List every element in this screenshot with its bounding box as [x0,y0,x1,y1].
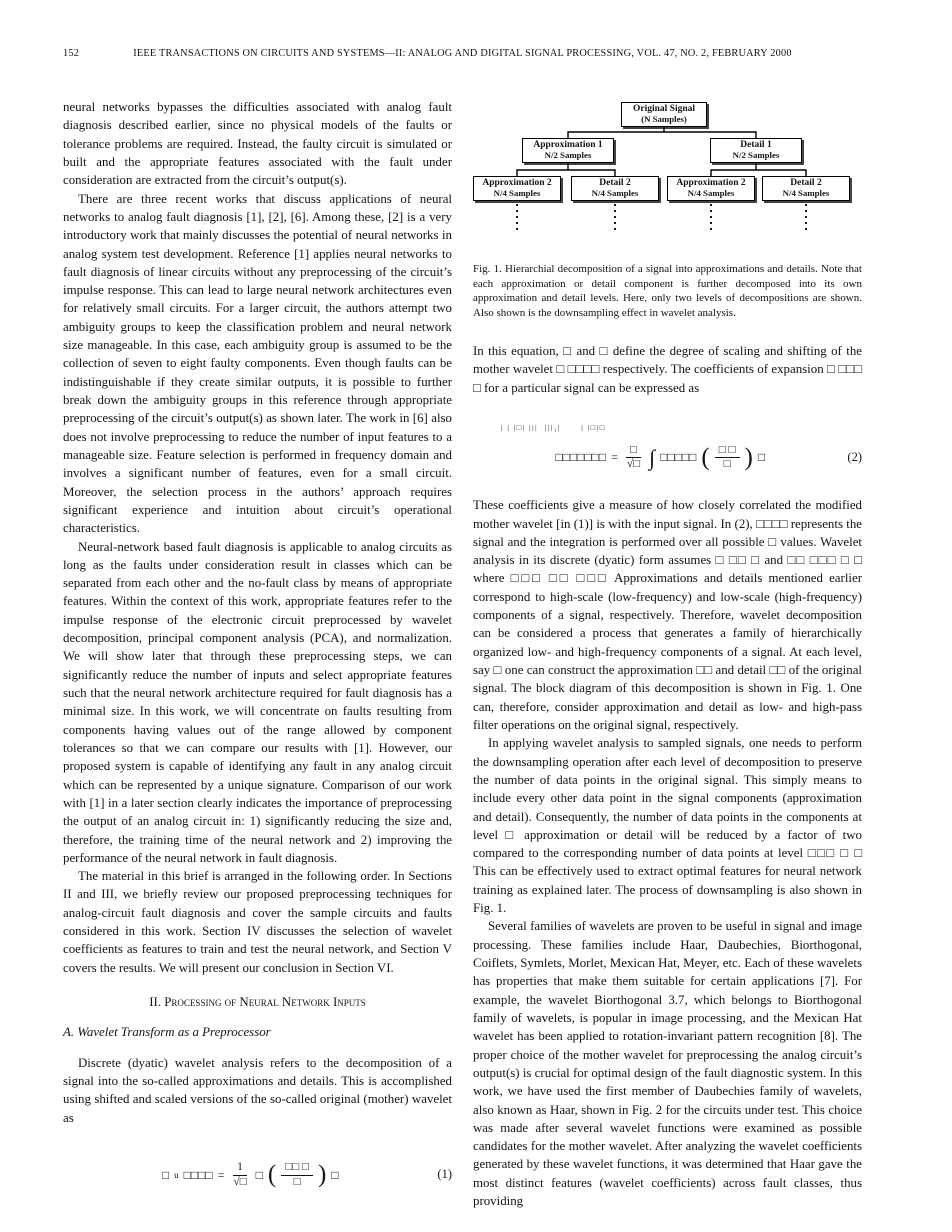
figure-1-caption: Fig. 1. Hierarchial decomposition of a signal into approximations and details. Note that each approximation or detail component is further decomposed into its own approximation and detail levels. Here, only two levels of decompositions are shown. Also shown is the downsampling effect in wavelet analysis. [473,263,862,319]
equation-2 [473,444,862,473]
eq2-scale-fraction-denominator: √□ [626,458,641,471]
figure-box-original-signal [621,102,707,127]
equation-1-number: (1) [437,1167,452,1182]
figure-box-subtitle: N/2 Samples [544,149,592,160]
eq2-scale-fraction [623,444,644,473]
paragraph-downsampling: In applying wavelet analysis to sampled signals, one needs to perform the downsampling operation after each level of decomposition to preserve the number of data points in the original signal. This simply means to include every other data point in the signal components (approximation and detail). Consequently, the number of data points in the components at level □ approximation or detail will be reduced by a factor of two compared to the corresponding number of data points at level □□□ □ □ This can be effectively used to extract optimal features for neural network training as explained later. The process of downsampling is also shown in Fig. 1. [473,736,862,916]
figure-box-title: Approximation 2 [482,178,552,188]
figure-box-approximation-2-right [667,176,755,201]
figure-box-detail-2-left [571,176,659,201]
eq1-scale-fraction-numerator: 1 [233,1161,247,1176]
figure-box-title: Approximation 1 [533,140,603,150]
right-column [473,98,862,1210]
figure-box-subtitle: N/2 Samples [732,149,780,160]
eq1-argument-fraction-numerator: □□ □ [281,1161,313,1176]
figure-box-subtitle: N/4 Samples [687,187,735,198]
eq1-lhs-base: □ [161,1167,170,1182]
eq2-lhs: □□□□□□□ [555,450,607,465]
figure-box-title: Detail 1 [740,140,772,150]
eq2-argument-fraction-numerator: □ □ [715,444,740,459]
eq2-close-paren: ) [744,443,753,471]
figure-box-approximation-2-left [473,176,561,201]
eq2-signal-term: □□□□□ [660,450,697,465]
eq2-argument-fraction-denominator: □ [723,458,731,471]
eq2-open-paren: ( [701,443,710,471]
page-number: 152 [63,48,80,59]
section-heading: II. Processing of Neural Network Inputs [149,995,366,1009]
content-columns [63,98,862,1210]
paragraph-coefficients: These coefficients give a measure of how closely correlated the modified mother wavelet [in (1)] is with the input signal. In (2), □□□□ represents the signal and the integration is performed over all possible □ values. Wavelet analysis in its discrete (dyatic) form assumes □ □□ □ and □□ □□□ □ □ where □□□ □□ □□□ Approximations and details mentioned earlier correspond to high-scale (low-frequency) and low-scale (high-frequency) components of a signal, respectively. Therefore, wavelet decomposition can be considered a process that generates a family of hierarchically organized low- and high-frequency components of a signal. At each level, say □ one can construct the approximation □□ and detail □□ of the original signal. The block diagram of this decomposition is shown in Fig. 1. One can, therefore, consider approximation and detail as low- and high-pass filter operations on the original signal, respectively. [473,498,862,732]
figure-box-subtitle: N/4 Samples [493,187,541,198]
eq2-integral-sign: ∫ [649,445,656,471]
left-column [63,98,452,1189]
paragraph-related-works: There are three recent works that discuss applications of neural networks to analog fault diagnosis [1], [2], [6]. Among these, [2] is a very introductory work that mainly discusses the potential of neural networks in analog system test development. Reference [1] applies neural networks to fault diagnosis of linear circuits without any preprocessing of the circuit’s impulse response. This can lead to large neural network architectures even for relatively small circuits. For a larger circuit, the authors attempt two ambiguity groups to keep the classification problem and neural network size manageable. In this case, each ambiguity group is assumed to be the collection of seven to eight faulty components. Even though faults can be indistinguishable if they create similar outputs, it is possible to further break down the ambiguity groups in this reference through appropriate preprocessing of the circuit’s output(s) as shown later. The work in [6] also does not involve preprocessing to reduce the number of input features to a manageable size. Feature selection is performed in frequency domain and involves a significant number of features, even for a small circuit. Moreover, the selection process in the authors’ approach requires significant experience and intuition about circuit’s operational characteristics. [63,191,452,536]
figure-box-title: Detail 2 [599,178,631,188]
figure-box-title: Detail 2 [790,178,822,188]
eq1-argument-fraction-denominator: □ [293,1175,301,1188]
eq1-lhs-subscript: u [174,1169,179,1180]
eq1-close-paren: ) [317,1160,327,1188]
eq2-trailing-symbol: □ [757,450,766,465]
paragraph-wavelet-families: Several families of wavelets are proven to be useful in signal and image processing. These families include Haar, Daubechies, Biorthogonal, Coiflets, Symlets, Morlet, Mexican Hat, Meyer, etc. Each of these wavelets has properties that make them suitable for certain applications [7]. For example, the wavelet Biorthogonal 3.7, which belongs to Biorthogonal family of wavelets, is popular in image processing, and the Mexican Hat wavelet has been applied to rotation-invariant pattern recognition [8]. The proper choice of the mother wavelet for preprocessing the analog circuit’s output(s) is crucial for optimal design of the fault diagnostic system. In this work, we have used the first member of Daubechies family of wavelets, also known as Haar, shown in Fig. 2 for the circuits under test. This choice was made after several wavelet functions were examined as possible candidates for the mother wavelet. After analyzing the wavelet coefficients generated by these wavelet functions, it was determined that Haar gave the most distinct features (wavelet coefficients) across fault classes, thus providing [473,919,862,1209]
eq2-equals-sign: = [611,450,618,465]
eq1-scale-fraction-denominator: √□ [233,1175,247,1188]
eq1-scale-fraction [229,1161,250,1190]
eq1-lhs-args: □□□□ [183,1167,213,1182]
eq1-argument-fraction [281,1161,313,1190]
eq1-wavelet-symbol: □ [255,1167,263,1182]
figure-box-subtitle: N/4 Samples [782,187,830,198]
paragraph-intro-continuation: neural networks bypasses the difficulties associated with analog fault diagnosis described earlier, since no physical models of the faults or tolerance problems are required. Instead, the faulty circuit is simulated or built and the appropriate features associated with the fault under consideration are extracted from the circuit’s output(s). [63,100,452,188]
eq1-trailing-symbol: □ [331,1167,339,1182]
figure-box-title: Original Signal [632,104,696,114]
figure-box-detail-1 [710,138,802,163]
paragraph-wavelet-intro: Discrete (dyatic) wavelet analysis refers to the decomposition of a signal into the so-called approximations and details. This is accomplished using shifted and scaled versions of the so-called original (mother) wavelet as [63,1055,452,1125]
journal-title: IEEE TRANSACTIONS ON CIRCUITS AND SYSTEMS—II: ANALOG AND DIGITAL SIGNAL PROCESSING, VOL. 47, NO. 2, FEBRUARY 2000 [133,48,792,59]
subsection-heading: A. Wavelet Transform as a Preprocessor [63,1025,271,1040]
figure-box-subtitle: (N Samples) [641,113,687,124]
page-header [63,48,862,62]
eq2-argument-fraction [715,444,740,473]
figure-box-approximation-1 [522,138,614,163]
figure-box-detail-2-right [762,176,850,201]
eq1-equals-sign: = [217,1167,225,1182]
paragraph-nn-fault-diagnosis: Neural-network based fault diagnosis is applicable to analog circuits as long as the faults under consideration result in classes which can be separated from each other and the no-fault class by means of appropriate features. Within the context of this work, appropriate features refer to the impulse response of the electronic circuit preprocessed by wavelet decomposition, principal component analysis (PCA), and normalization. We will show later that through these preprocessing steps, we can significantly reduce the number of inputs and select appropriate features such that the neural network architecture required for fault diagnosis has a minimal size. In this work, we will concentrate on faults resulting from components having values out of the range allowed by component tolerances so that we can compare our results with [1]. However, our proposed system is capable of identifying any fault in any analog circuit which can be represented by a unique signature. Comparison of our work with [1] in a later section clearly indicates the importance of preprocessing the output of an analog circuit in: 1) significantly reducing the size and, therefore, the training time of the neural network and 2) improving the performance of the neural network in fault diagnosis. [63,539,452,865]
figure-box-title: Approximation 2 [676,178,746,188]
equation-2-body [473,444,847,473]
equation-2-garbled-artifacts: | | |□| ||| |||₁| | |□|□ [501,423,606,432]
equation-1 [63,1161,452,1190]
paragraph-outline: The material in this brief is arranged in the following order. In Sections II and III, we briefly review our proposed preprocessing techniques for analog-circuit fault diagnosis and cover the sample circuits and faults considered in this work. Section IV discusses the selection of wavelet coefficients as features to train and test the neural network, and Section V covers the results. We will present our conclusion in Section VI. [63,869,452,975]
paragraph-equation-context: In this equation, □ and □ define the degree of scaling and shifting of the mother wavelet □ □□□□ respectively. The coefficients of expansion □ □□□ □ for a particular signal can be expressed as [473,344,862,395]
figure-box-subtitle: N/4 Samples [591,187,639,198]
eq2-scale-fraction-numerator: □ [626,444,641,459]
equation-2-number: (2) [847,450,862,465]
figure-1 [473,100,862,248]
eq1-open-paren: ( [267,1160,277,1188]
equation-1-body [63,1161,437,1190]
